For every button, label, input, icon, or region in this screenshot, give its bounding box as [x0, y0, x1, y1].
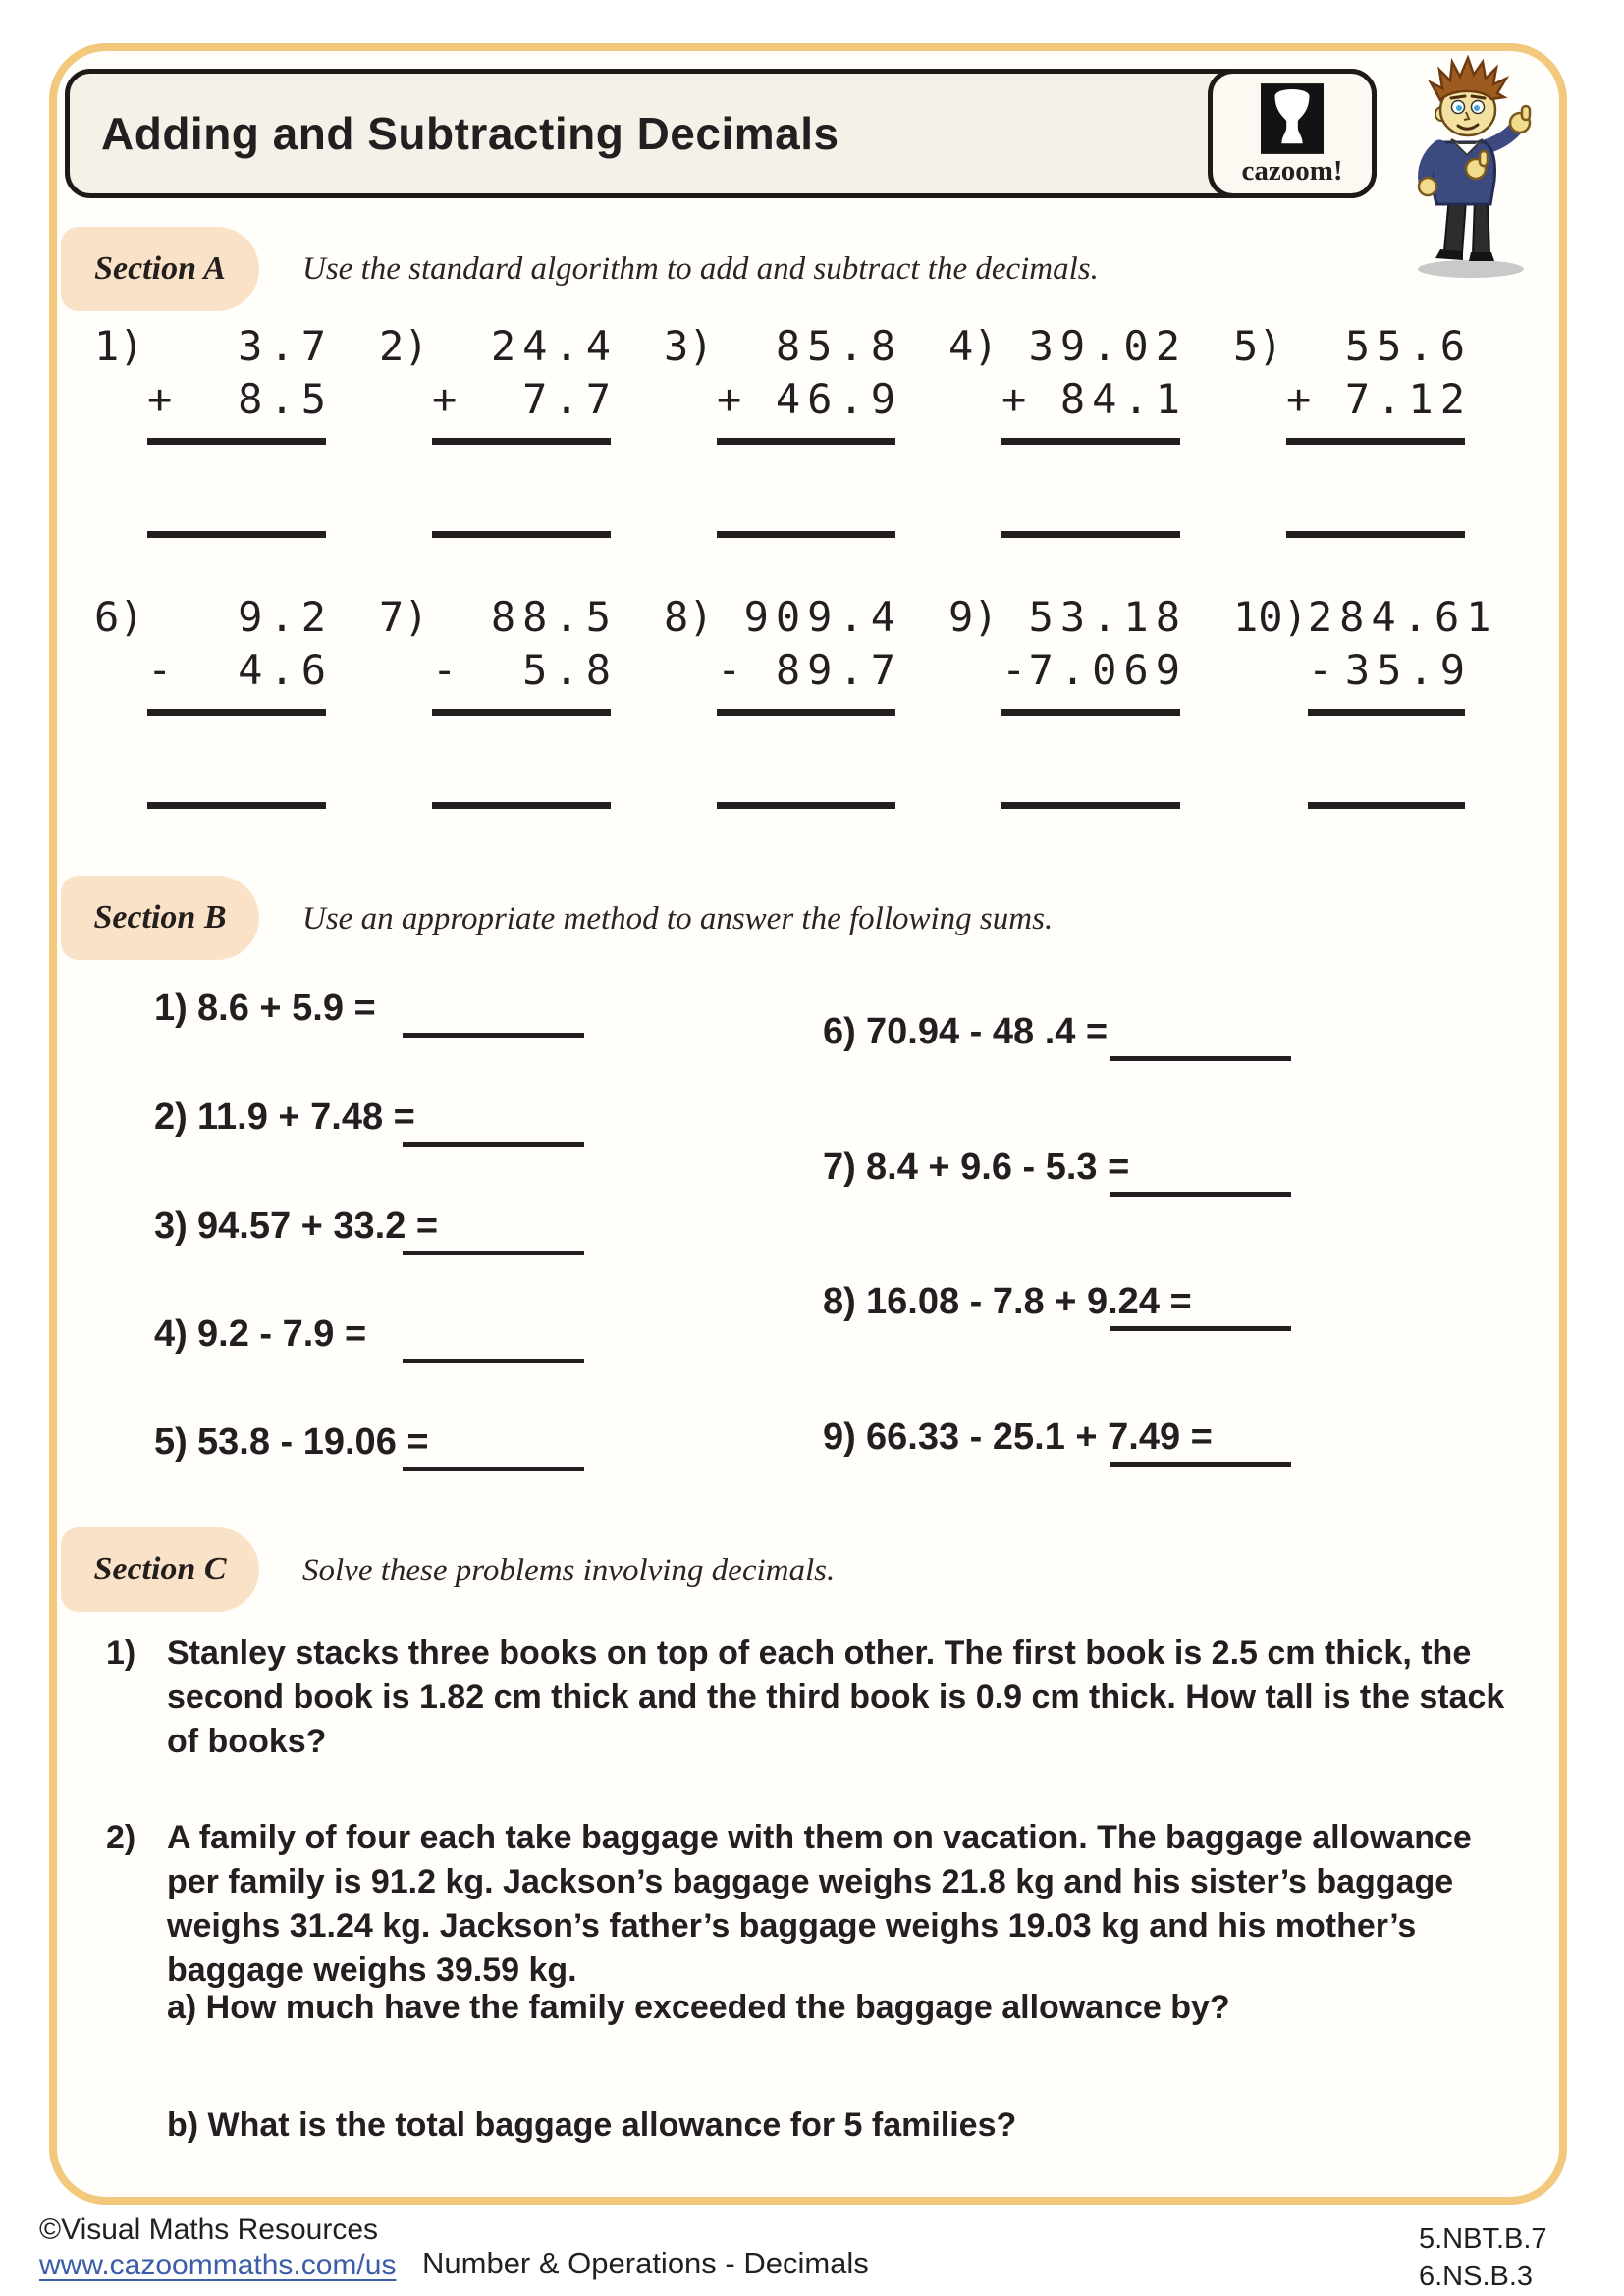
answer-line: [717, 531, 895, 538]
operator: +: [1001, 375, 1027, 423]
section-b-label: Section B: [93, 899, 227, 935]
page-title: Adding and Subtracting Decimals: [101, 108, 839, 159]
section-c-label: Section C: [93, 1551, 227, 1587]
answer-line: [1001, 802, 1180, 809]
problem-number: 4): [154, 1313, 188, 1355]
difference-line: [717, 709, 895, 716]
section-c-instruction: Solve these problems involving decimals.: [302, 1553, 836, 1588]
sum-line: [147, 438, 326, 445]
djembe-drum-icon: [1261, 83, 1324, 154]
operator: +: [432, 375, 458, 423]
expression: 53.8 - 19.06 =: [197, 1421, 429, 1463]
answer-line: [432, 802, 611, 809]
answer-line: [432, 531, 611, 538]
standard-code-1: 5.NBT.B.7: [1419, 2223, 1547, 2255]
bottom-operand: 5.8: [522, 646, 618, 694]
top-operand: 53.18: [1028, 593, 1187, 641]
answer-line: [1110, 1462, 1291, 1467]
expression: 11.9 + 7.48 =: [197, 1096, 415, 1138]
expression: 66.33 - 25.1 + 7.49 =: [866, 1416, 1213, 1458]
mascot-boy-illustration: [1380, 49, 1549, 283]
problem-number: 7): [823, 1147, 856, 1188]
bottom-operand: 89.7: [775, 646, 902, 694]
difference-line: [1308, 709, 1465, 716]
bottom-operand: 8.5: [238, 375, 333, 423]
section-a-row-1: [94, 320, 1472, 538]
cazoom-logo: [1208, 69, 1377, 198]
column-problem-9: [948, 591, 1187, 809]
answer-line: [403, 1142, 584, 1147]
problem-number: 3): [154, 1205, 188, 1247]
problem-number: 7): [379, 593, 429, 641]
footer-left: [39, 2213, 396, 2283]
operator: +: [717, 375, 742, 423]
problem-number: 1): [106, 1634, 136, 1672]
problem-number: 9): [823, 1416, 856, 1458]
section-a-instruction: Use the standard algorithm to add and subtract the decimals.: [302, 251, 1099, 287]
column-problem-10: [1233, 591, 1498, 809]
problem-number: 1): [94, 322, 144, 370]
problem-number: 5): [154, 1421, 188, 1463]
sum-line: [1286, 438, 1465, 445]
section-b-instruction: Use an appropriate method to answer the following sums.: [302, 901, 1054, 936]
bottom-operand: 7.7: [522, 375, 618, 423]
standard-code-2: 6.NS.B.3: [1419, 2261, 1534, 2292]
answer-line: [1110, 1056, 1291, 1061]
problem-text: A family of four each take baggage with them on vacation. The baggage allowance per family is 91.2 kg. Jackson’s baggage weighs 21.8 kg and his sister’s baggage weighs 31.24 kg. Jackson’s father’s baggage weighs 19.03 kg and his mother’s baggage weighs 39.59 kg.: [167, 1819, 1472, 1989]
problem-number: 2): [106, 1819, 136, 1856]
top-operand: 909.4: [743, 593, 902, 641]
column-problem-6: [94, 591, 333, 809]
sum-item-8: [823, 1281, 1192, 1323]
difference-line: [147, 709, 326, 716]
bottom-operand: 7.069: [1028, 646, 1187, 694]
column-problem-1: [94, 320, 333, 538]
top-operand: 55.6: [1344, 322, 1472, 370]
top-operand: 88.5: [490, 593, 618, 641]
footer-standards: [1419, 2220, 1547, 2295]
operator: +: [1286, 375, 1312, 423]
problem-number: 2): [154, 1096, 188, 1138]
answer-line: [1110, 1326, 1291, 1331]
section-c-badge: [61, 1527, 259, 1612]
answer-line: [717, 802, 895, 809]
problem-number: 6): [94, 593, 144, 641]
copyright-text: ©Visual Maths Resources: [39, 2214, 379, 2246]
problem-number: 4): [948, 322, 999, 370]
section-a-row-2: [94, 591, 1498, 809]
answer-line: [1308, 802, 1465, 809]
operator: -: [1001, 646, 1027, 694]
expression: 16.08 - 7.8 + 9.24 =: [866, 1281, 1192, 1322]
problem-number: 5): [1233, 322, 1283, 370]
problem-text: Stanley stacks three books on top of each other. The first book is 2.5 cm thick, the second book is 1.82 cm thick and the third book is 0.9 cm thick. How tall is the stack of books?: [167, 1634, 1505, 1760]
problem-number: 10): [1233, 593, 1308, 641]
title-box: [65, 69, 1377, 198]
top-operand: 39.02: [1028, 322, 1187, 370]
bottom-operand: 84.1: [1059, 375, 1187, 423]
operator: +: [147, 375, 173, 423]
section-a-label: Section A: [94, 250, 226, 287]
column-problem-7: [379, 591, 618, 809]
sum-item-9: [823, 1416, 1213, 1459]
difference-line: [432, 709, 611, 716]
top-operand: 3.7: [238, 322, 333, 370]
bottom-operand: 35.9: [1344, 646, 1472, 694]
expression: 94.57 + 33.2 =: [197, 1205, 439, 1247]
column-problem-8: [664, 591, 902, 809]
answer-line: [1110, 1192, 1291, 1197]
column-problem-5: [1233, 320, 1472, 538]
problem-number: 2): [379, 322, 429, 370]
problem-number: 9): [948, 593, 999, 641]
word-problem-2: [106, 1816, 1510, 1993]
answer-line: [403, 1359, 584, 1363]
top-operand: 284.61: [1307, 593, 1498, 641]
answer-line: [403, 1251, 584, 1255]
top-operand: 24.4: [490, 322, 618, 370]
section-a-badge: [61, 227, 259, 311]
operator: -: [147, 646, 173, 694]
operator: -: [1307, 646, 1333, 694]
footer-topic: Number & Operations - Decimals: [422, 2246, 869, 2280]
problem-number: 8): [823, 1281, 856, 1322]
website-link[interactable]: www.cazoommaths.com/us: [39, 2249, 397, 2281]
answer-line: [403, 1467, 584, 1471]
top-operand: 85.8: [775, 322, 902, 370]
sum-item-2: [154, 1096, 415, 1139]
sum-item-7: [823, 1147, 1129, 1189]
sum-line: [432, 438, 611, 445]
expression: 8.6 + 5.9 =: [197, 988, 376, 1029]
problem-number: 8): [664, 593, 714, 641]
word-problem-1: [106, 1631, 1510, 1764]
sum-line: [717, 438, 895, 445]
sum-item-1: [154, 988, 376, 1030]
top-operand: 9.2: [238, 593, 333, 641]
problem-number: 6): [823, 1011, 856, 1052]
expression: 9.2 - 7.9 =: [197, 1313, 367, 1355]
bottom-operand: 46.9: [775, 375, 902, 423]
bottom-operand: 4.6: [238, 646, 333, 694]
answer-line: [147, 802, 326, 809]
sum-item-5: [154, 1421, 429, 1464]
expression: 70.94 - 48 .4 =: [866, 1011, 1109, 1052]
bottom-operand: 7.12: [1344, 375, 1472, 423]
word-problem-2-part-a: a) How much have the family exceeded the baggage allowance by?: [167, 1989, 1230, 2026]
sum-line: [1001, 438, 1180, 445]
answer-line: [1286, 531, 1465, 538]
column-problem-3: [664, 320, 902, 538]
operator: -: [432, 646, 458, 694]
answer-line: [403, 1033, 584, 1038]
answer-line: [147, 531, 326, 538]
problem-number: 1): [154, 988, 188, 1029]
answer-line: [1001, 531, 1180, 538]
difference-line: [1001, 709, 1180, 716]
sum-item-3: [154, 1205, 438, 1248]
column-problem-2: [379, 320, 618, 538]
word-problem-2-part-b: b) What is the total baggage allowance for 5 families?: [167, 2107, 1017, 2144]
sum-item-4: [154, 1313, 366, 1356]
sum-item-6: [823, 1011, 1108, 1053]
logo-brand-text: cazoom!: [1241, 155, 1343, 187]
operator: -: [717, 646, 742, 694]
section-b-badge: [61, 876, 259, 960]
column-problem-4: [948, 320, 1187, 538]
expression: 8.4 + 9.6 - 5.3 =: [866, 1147, 1130, 1188]
problem-number: 3): [664, 322, 714, 370]
